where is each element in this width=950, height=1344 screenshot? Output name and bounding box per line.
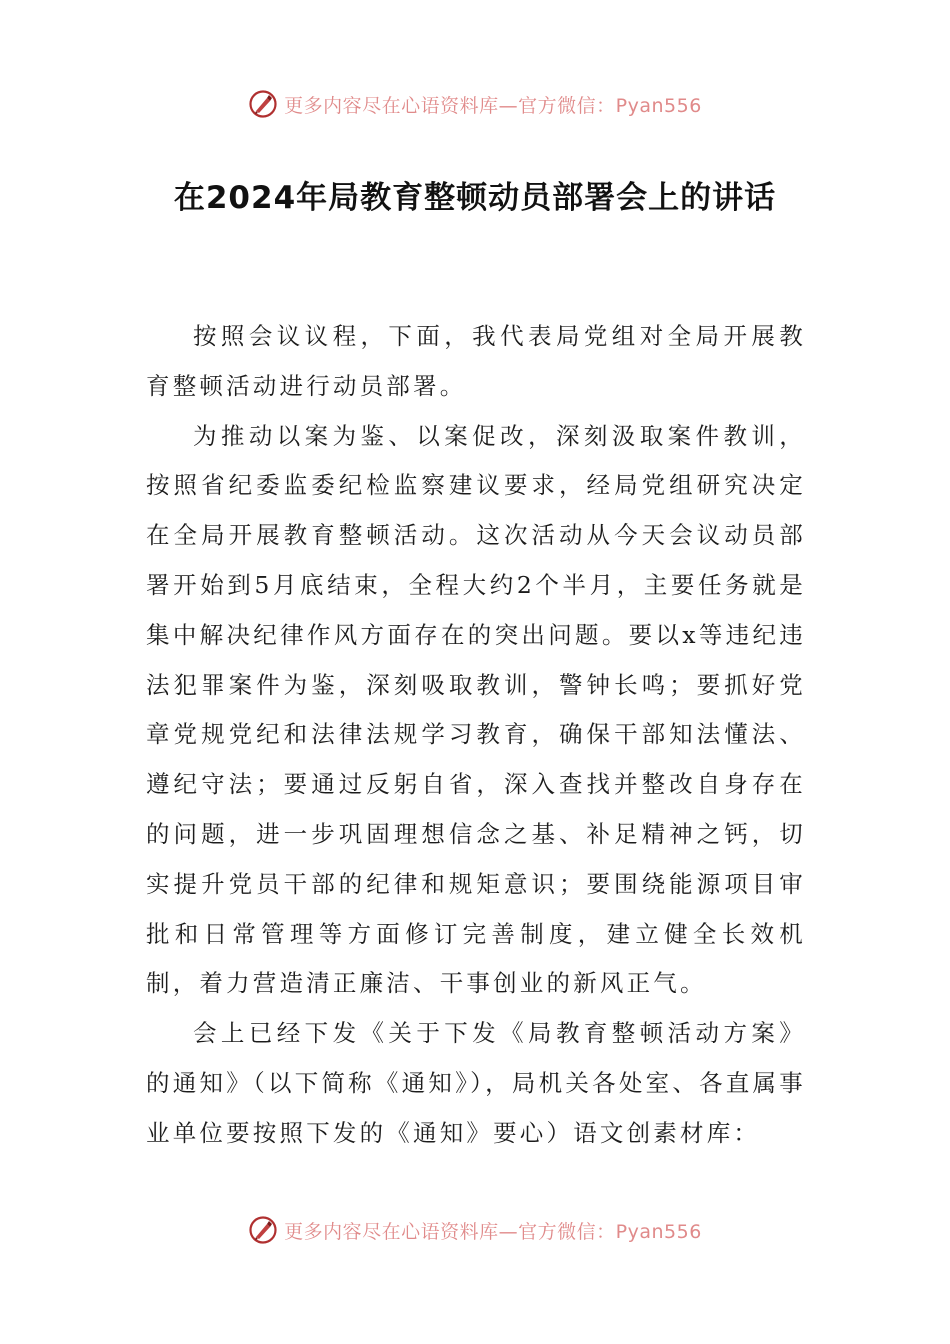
pen-logo-icon <box>248 89 278 119</box>
watermark-text: 更多内容尽在心语资料库—官方微信：Pyan556 <box>284 94 702 117</box>
document-title: 在2024年局教育整顿动员部署会上的讲话 <box>173 180 777 216</box>
watermark-text: 更多内容尽在心语资料库—官方微信：Pyan556 <box>284 1220 702 1243</box>
paragraph: 为推动以案为鉴、以案促改，深刻汲取案件教训，按照省纪委监委纪检监察建议要求，经局党组研究决定在全局开展教育整顿活动。这次活动从今天会议动员部署开始到5月底结束，全程大约2个半月，主要任务就是集中解决纪律作风方面存在的突出问题。要以x等违纪违法犯罪案件为鉴，深刻吸取教训，警钟长鸣；要抓好党章党规党纪和法律法规学习教育，确保干部知法懂法、遵纪守法；要通过反躬自省，深入查找并整改自身存在的问题，进一步巩固理想信念之基、补足精神之钙，切实提升党员干部的纪律和规矩意识；要围绕能源项目审批和日常管理等方面修订完善制度，建立健全长效机制，着力营造清正廉洁、干事创业的新风正气。 <box>146 421 806 998</box>
watermark-header <box>0 84 950 124</box>
pen-logo-icon <box>248 1215 278 1245</box>
paragraph: 按照会议议程，下面，我代表局党组对全局开展教育整顿活动进行动员部署。 <box>146 322 806 400</box>
document-body <box>146 312 806 1159</box>
watermark-footer <box>0 1210 950 1250</box>
paragraph: 会上已经下发《关于下发《局教育整顿活动方案》的通知》（以下简称《通知》），局机关各处室、各直属事业单位要按照下发的《通知》要心）语文创素材库： <box>146 1019 806 1147</box>
